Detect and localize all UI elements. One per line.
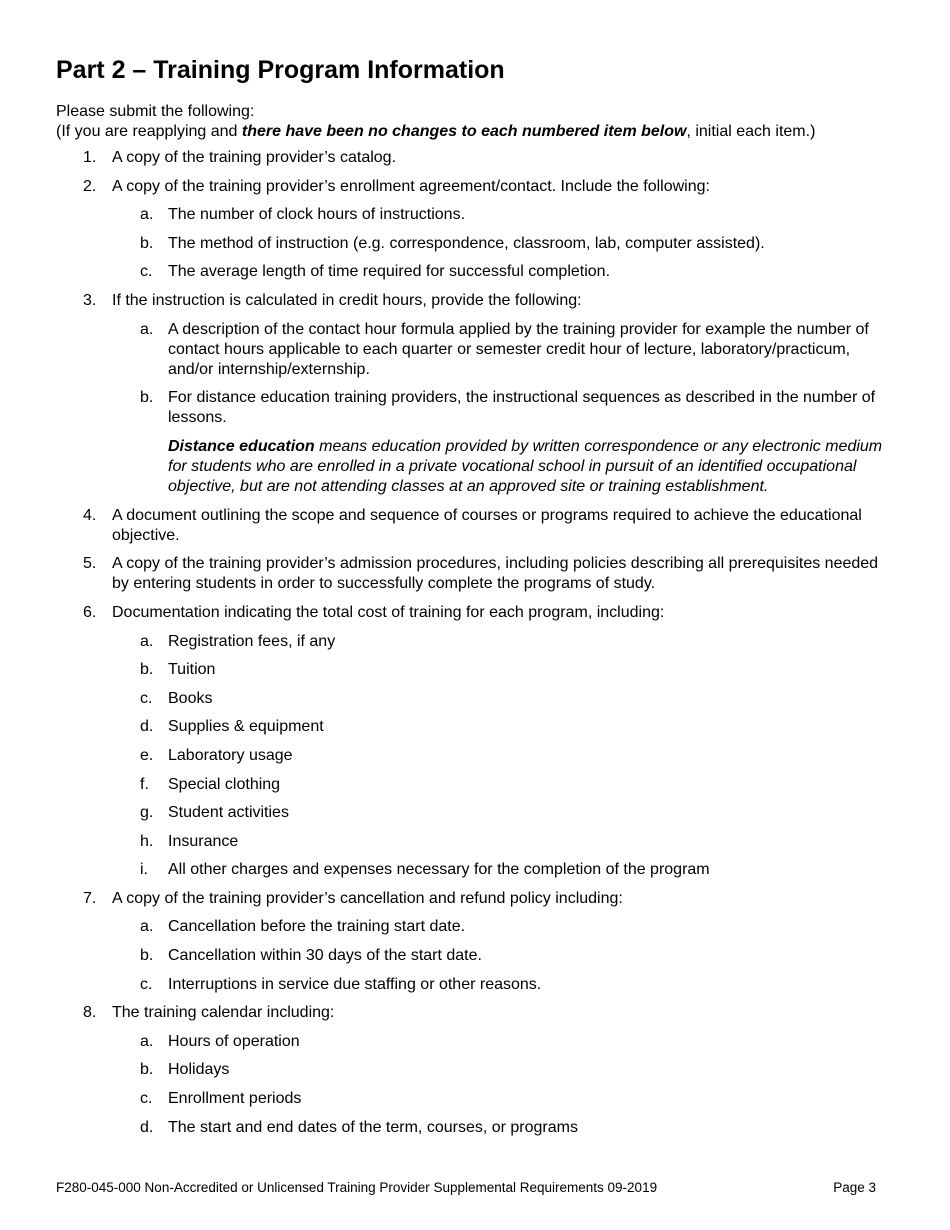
item-text: A copy of the training provider’s catalog.: [112, 149, 397, 166]
item-number: 5.: [83, 555, 97, 573]
sub-letter: c.: [140, 263, 153, 281]
sub-item: [112, 975, 886, 995]
sub-text: Books: [168, 689, 213, 707]
sub-letter: i.: [140, 861, 148, 879]
sub-text: Hours of operation: [168, 1032, 300, 1050]
sub-letter: a.: [140, 1032, 154, 1050]
sub-text: All other charges and expenses necessary for the completion of the program: [168, 861, 710, 879]
sub-letter: b.: [140, 234, 154, 252]
sub-list: [112, 205, 886, 282]
sub-text: Cancellation before the training start date.: [168, 918, 466, 936]
sub-item: [112, 1089, 886, 1109]
sub-item: [112, 632, 886, 652]
sub-letter: h.: [140, 832, 154, 850]
sub-text: The method of instruction (e.g. correspondence, classroom, lab, computer assisted).: [168, 234, 765, 252]
item-text: If the instruction is calculated in credit hours, provide the following:: [112, 291, 582, 309]
sub-text: For distance education training providers, the instructional sequences as described in the number of lessons.: [168, 389, 876, 427]
sub-letter: e.: [140, 746, 154, 764]
sub-item: [112, 234, 886, 254]
sub-item: [112, 1032, 886, 1052]
sub-item: [112, 775, 886, 795]
sub-letter: b.: [140, 1061, 154, 1079]
sub-letter: d.: [140, 1118, 154, 1136]
item-number: 8.: [83, 1004, 97, 1022]
definition-text: means education provided by written correspondence or any electronic medium for students who are enrolled in a private vocational school in pursuit of an identified occupational objective, but are not attending classes at an approved site or training establishment.: [168, 438, 883, 496]
sub-letter: b.: [140, 661, 154, 679]
item-text: A copy of the training provider’s admission procedures, including policies describing all prerequisites needed by entering students in order to successfully complete the programs of study.: [112, 555, 879, 593]
sub-letter: b.: [140, 947, 154, 965]
sub-item: [112, 262, 886, 282]
form-identifier: F280-045-000 Non-Accredited or Unlicensed Training Provider Supplemental Requirements 09-2019: [56, 1180, 658, 1195]
sub-item: [112, 717, 886, 737]
page-number: Page 3: [833, 1180, 876, 1195]
item-number: 1.: [83, 149, 97, 166]
sub-item: [112, 946, 886, 966]
sub-item: [112, 320, 886, 380]
sub-letter: c.: [140, 975, 153, 993]
sub-text: Insurance: [168, 832, 239, 850]
sub-letter: d.: [140, 718, 154, 736]
intro-line-1: Please submit the following:: [56, 103, 255, 120]
document-page: [56, 55, 886, 1146]
item-number: 6.: [83, 603, 97, 621]
intro-line-2: [56, 122, 886, 142]
sub-text: Registration fees, if any: [168, 632, 336, 650]
sub-item: [112, 832, 886, 852]
requirements-list: [56, 148, 886, 1138]
sub-item: [112, 205, 886, 225]
sub-item: [112, 1060, 886, 1080]
sub-text: Student activities: [168, 804, 289, 822]
sub-text: Holidays: [168, 1061, 230, 1079]
item-text: A document outlining the scope and sequence of courses or programs required to achieve the educational objective.: [112, 506, 862, 544]
definition-term: Distance education: [168, 438, 315, 456]
list-item-2: [56, 177, 886, 283]
sub-item: [112, 803, 886, 823]
item-number: 2.: [83, 177, 97, 195]
sub-item: [112, 860, 886, 880]
sub-item: [112, 917, 886, 937]
sub-letter: c.: [140, 689, 153, 707]
sub-item: [112, 1118, 886, 1138]
list-item-1: [56, 148, 886, 168]
sub-text: Tuition: [168, 661, 216, 679]
intro-emphasis: there have been no changes to each numbered item below: [241, 123, 687, 140]
item-number: 4.: [83, 506, 97, 524]
sub-text: Supplies & equipment: [168, 718, 324, 736]
list-item-5: [56, 554, 886, 594]
list-item-6: [56, 603, 886, 880]
sub-item: [112, 660, 886, 680]
sub-text: Enrollment periods: [168, 1090, 302, 1108]
sub-letter: g.: [140, 804, 154, 822]
sub-letter: a.: [140, 632, 154, 650]
sub-item: [112, 689, 886, 709]
intro: [56, 102, 886, 142]
item-number: 3.: [83, 291, 97, 309]
sub-text: Special clothing: [168, 775, 281, 793]
sub-item: [112, 746, 886, 766]
sub-text: Laboratory usage: [168, 746, 293, 764]
sub-list: [112, 320, 886, 429]
list-item-3: [56, 291, 886, 497]
item-number: 7.: [83, 889, 97, 907]
sub-letter: a.: [140, 320, 154, 338]
item-text: A copy of the training provider’s enrollment agreement/contact. Include the following:: [112, 177, 710, 195]
intro-line-2-prefix: (If you are reapplying and: [56, 123, 242, 140]
sub-letter: c.: [140, 1090, 153, 1108]
sub-letter: b.: [140, 389, 154, 407]
sub-text: A description of the contact hour formula applied by the training provider for example the number of contact hours applicable to each quarter or semester credit hour of lecture, laboratory/practicum, and/or internship/externship.: [168, 320, 869, 378]
intro-line-2-suffix: , initial each item.): [686, 123, 816, 140]
sub-list: [112, 917, 886, 994]
page-footer: [56, 1179, 876, 1197]
sub-list: [112, 632, 886, 881]
sub-text: The average length of time required for successful completion.: [168, 263, 611, 281]
item-text: Documentation indicating the total cost of training for each program, including:: [112, 603, 665, 621]
sub-text: Interruptions in service due staffing or other reasons.: [168, 975, 542, 993]
list-item-8: [56, 1003, 886, 1137]
sub-text: Cancellation within 30 days of the start date.: [168, 947, 482, 965]
item-text: The training calendar including:: [112, 1004, 335, 1022]
list-item-7: [56, 889, 886, 995]
sub-text: The start and end dates of the term, courses, or programs: [168, 1118, 578, 1136]
sub-letter: a.: [140, 918, 154, 936]
sub-item: [112, 388, 886, 428]
sub-text: The number of clock hours of instructions.: [168, 206, 466, 224]
sub-letter: a.: [140, 206, 154, 224]
sub-letter: f.: [140, 775, 149, 793]
sub-list: [112, 1032, 886, 1138]
definition-note: [168, 437, 886, 497]
item-text: A copy of the training provider’s cancellation and refund policy including:: [112, 889, 623, 907]
list-item-4: [56, 506, 886, 546]
page-title: Part 2 – Training Program Information: [56, 56, 505, 84]
